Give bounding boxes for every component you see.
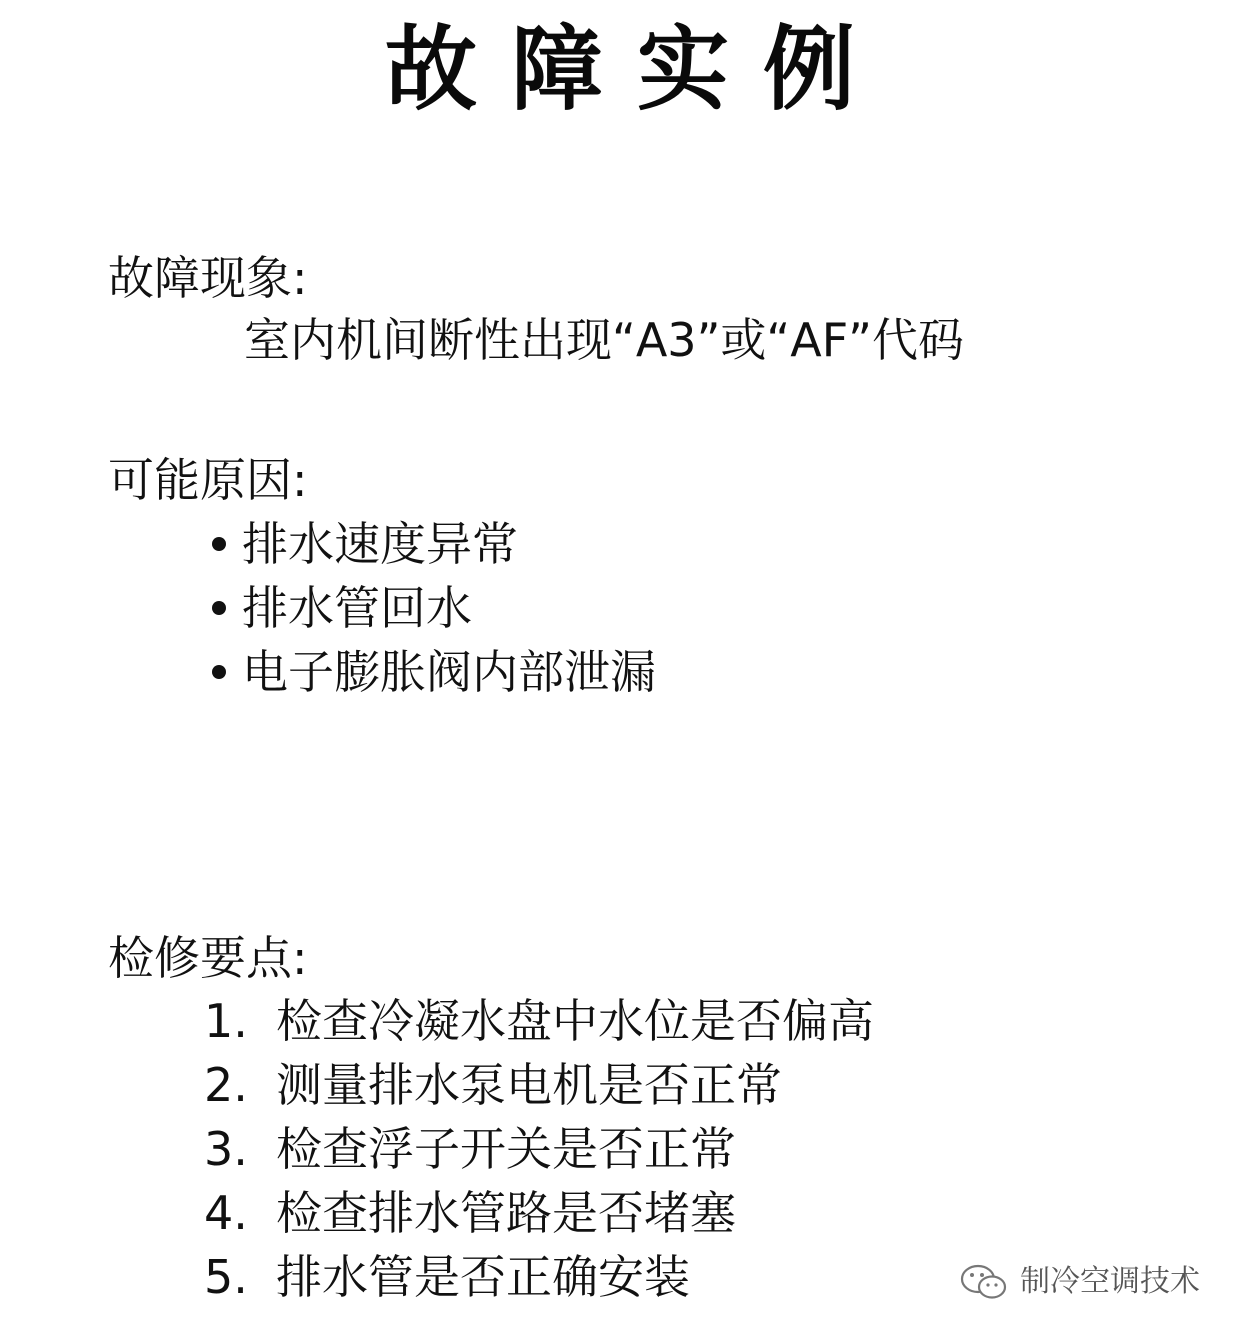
- check-item: [204, 1054, 782, 1116]
- cause-item: [208, 514, 518, 574]
- check-item: [204, 1118, 736, 1180]
- causes-heading: 可能原因:: [108, 453, 308, 507]
- checks-heading: 检修要点:: [108, 931, 308, 985]
- check-number: 5.: [204, 1250, 248, 1304]
- check-item: [204, 1182, 736, 1244]
- check-number: 2.: [204, 1058, 248, 1112]
- check-item: [204, 990, 874, 1052]
- bullet-icon: [212, 537, 226, 551]
- cause-text: 电子膨胀阀内部泄漏: [242, 645, 656, 699]
- check-text: 测量排水泵电机是否正常: [276, 1058, 782, 1112]
- check-text: 排水管是否正确安装: [276, 1250, 690, 1304]
- check-item: [204, 1246, 690, 1308]
- symptom-text: 室内机间断性出现“A3”或“AF”代码: [244, 313, 964, 367]
- wechat-icon: [958, 1262, 1010, 1302]
- check-number: 4.: [204, 1186, 248, 1240]
- check-text: 检查排水管路是否堵塞: [276, 1186, 736, 1240]
- cause-text: 排水速度异常: [242, 517, 518, 571]
- cause-text: 排水管回水: [242, 581, 472, 635]
- check-text: 检查冷凝水盘中水位是否偏高: [276, 994, 874, 1048]
- check-number: 1.: [204, 994, 248, 1048]
- check-text: 检查浮子开关是否正常: [276, 1122, 736, 1176]
- symptom-heading: 故障现象:: [108, 251, 308, 305]
- bullet-icon: [212, 665, 226, 679]
- cause-item: [208, 578, 472, 638]
- watermark: [958, 1262, 1200, 1302]
- cause-item: [208, 642, 656, 702]
- page-title: 故障实例: [384, 15, 889, 123]
- check-number: 3.: [204, 1122, 248, 1176]
- watermark-text: 制冷空调技术: [1020, 1264, 1200, 1299]
- bullet-icon: [212, 601, 226, 615]
